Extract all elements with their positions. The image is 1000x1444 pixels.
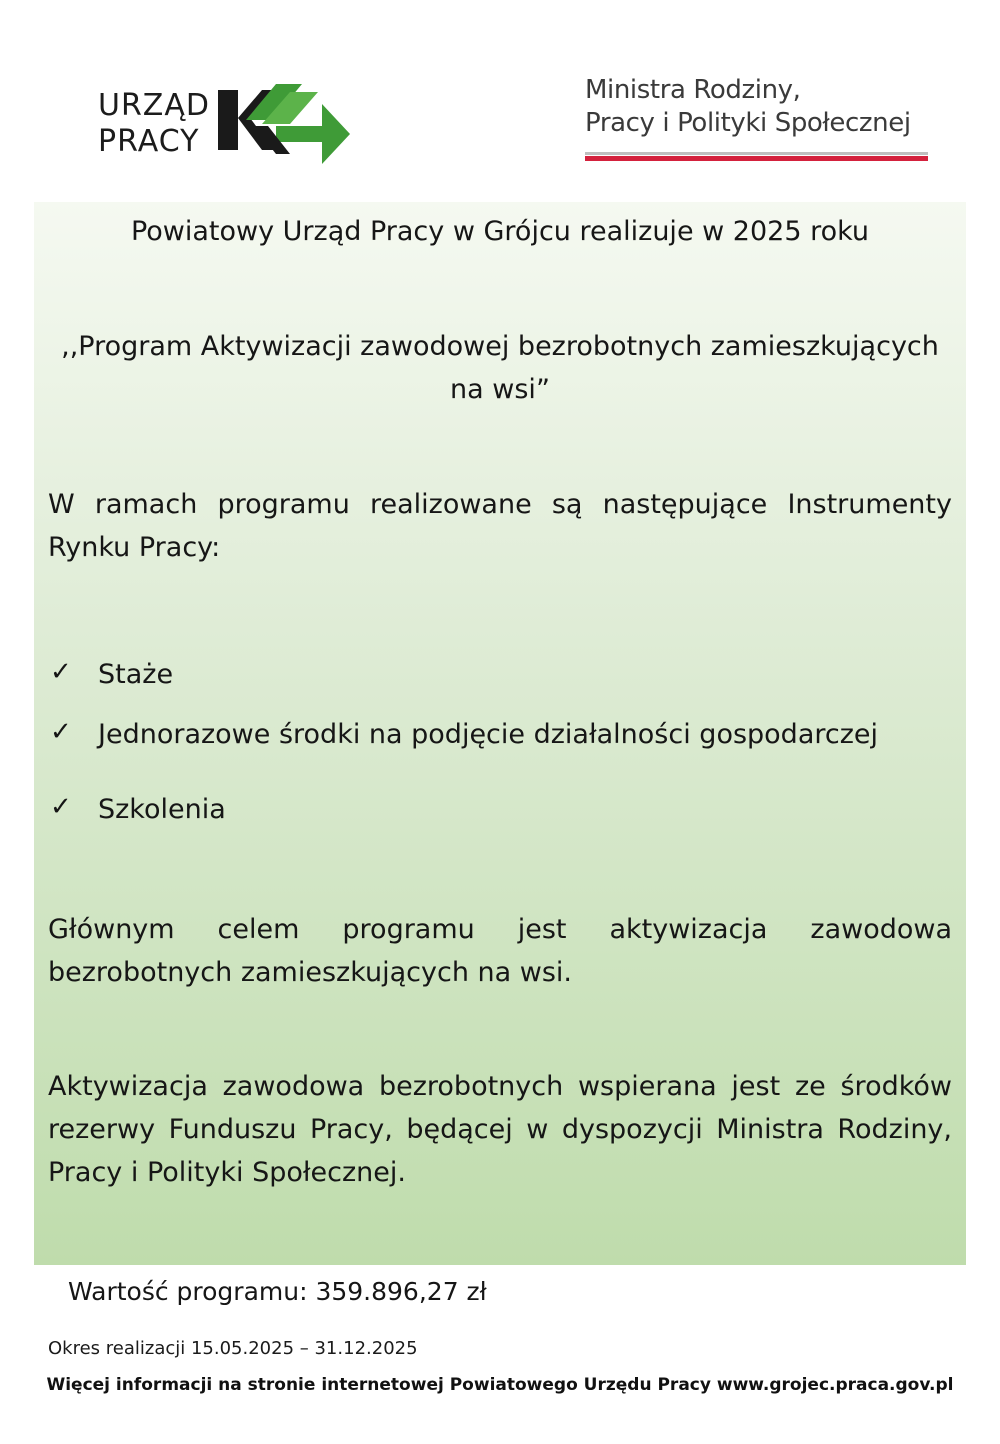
ministry-name-line-1: Ministra Rodziny, xyxy=(585,75,801,105)
more-info-line: Więcej informacji na stronie internetowej Powiatowego Urzędu Pracy www.grojec.praca.gov.pl xyxy=(46,1375,954,1395)
instrument-label: Staże xyxy=(98,659,174,690)
urzad-pracy-logo-icon xyxy=(218,78,353,168)
realization-period: Okres realizacji 15.05.2025 – 31.12.2025 xyxy=(48,1338,418,1359)
list-item xyxy=(48,788,952,831)
instruments-intro: W ramach programu realizowane są następujące Instrumenty Rynku Pracy: xyxy=(48,489,952,563)
logo-text xyxy=(98,88,210,160)
instruments-list xyxy=(48,653,952,831)
logo-line-2: PRACY xyxy=(98,124,200,159)
info-panel xyxy=(34,202,966,1265)
program-value: Wartość programu: 359.896,27 zł xyxy=(68,1277,487,1306)
urzad-pracy-logo xyxy=(98,78,358,170)
panel-heading: Powiatowy Urząd Pracy w Grójcu realizuje w 2025 roku xyxy=(130,216,870,247)
checkmark-icon: ✓ xyxy=(50,717,72,747)
checkmark-icon: ✓ xyxy=(50,792,72,822)
ministry-logo xyxy=(585,74,930,161)
logo-line-1: URZĄD xyxy=(98,88,210,123)
list-item xyxy=(48,713,952,756)
list-item xyxy=(48,653,952,696)
checkmark-icon: ✓ xyxy=(50,657,72,687)
ministry-flag-stripe xyxy=(585,152,928,161)
gray-stripe xyxy=(585,152,928,155)
program-name: ,,Program Aktywizacji zawodowej bezrobotnych zamieszkujących na wsi” xyxy=(61,331,939,405)
red-stripe xyxy=(585,156,928,161)
instrument-label: Szkolenia xyxy=(98,794,226,825)
program-goal: Głównym celem programu jest aktywizacja zawodowa bezrobotnych zamieszkujących na wsi. xyxy=(48,914,952,988)
instrument-label: Jednorazowe środki na podjęcie działalności gospodarczej xyxy=(98,719,879,750)
program-funding: Aktywizacja zawodowa bezrobotnych wspierana jest ze środków rezerwy Funduszu Pracy, będącej w dyspozycji Ministra Rodziny, Pracy i Polityki Społecznej. xyxy=(48,1071,952,1188)
ministry-name-line-2: Pracy i Polityki Społecznej xyxy=(585,108,911,138)
